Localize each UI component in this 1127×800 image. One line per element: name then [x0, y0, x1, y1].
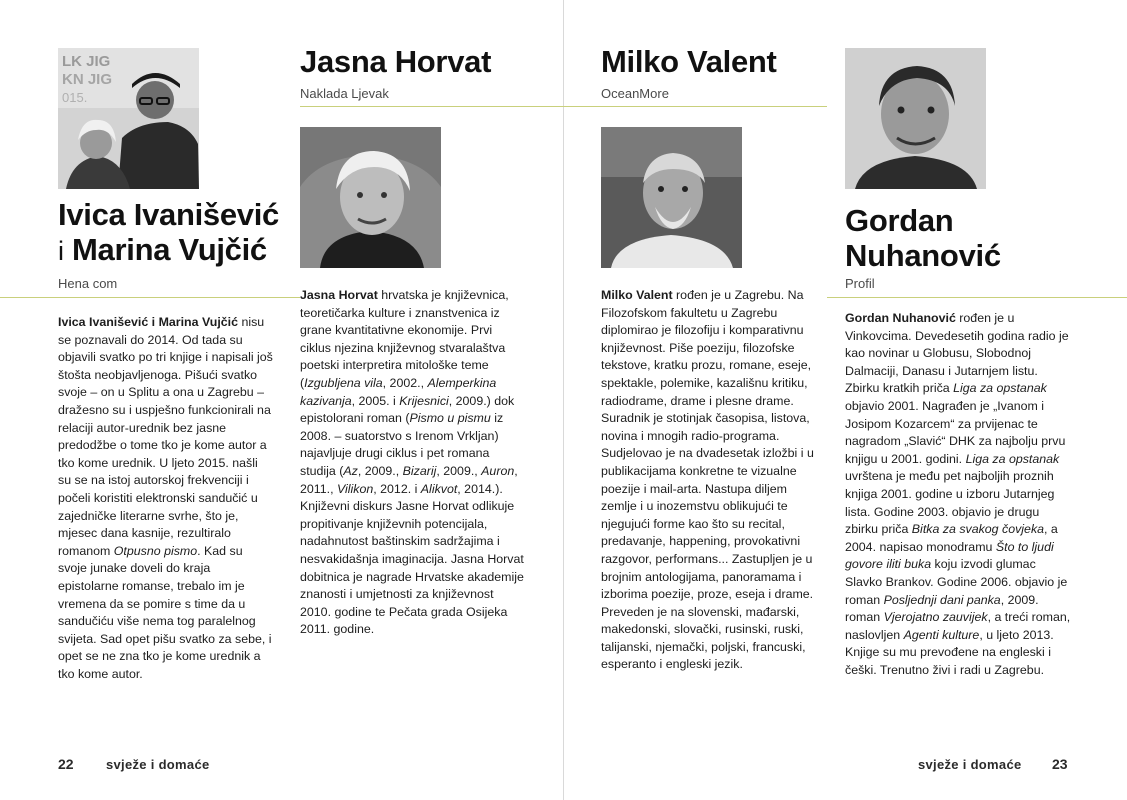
bio-text: Posljednji dani panka	[883, 592, 1001, 607]
bio-text: , 2011.,	[300, 463, 518, 496]
author-name-conjunction: i	[58, 236, 64, 266]
author-name	[58, 197, 279, 269]
bio-text: , a 2004. napisao monodramu	[845, 522, 1058, 554]
publisher-label: Naklada Ljevak	[300, 86, 389, 101]
bio-text: Otpusno pismo	[113, 543, 198, 558]
svg-text:015.: 015.	[62, 90, 88, 105]
bio-text: iz 2008. – suatorstvo s Irenom Vrkljan) najavljuje drugi ciklus i pet romana studija (	[300, 411, 504, 478]
spread-gutter	[563, 0, 564, 800]
bio-text: Gordan Nuhanović	[845, 311, 956, 325]
publisher-label: OceanMore	[601, 86, 669, 101]
page-number: 22	[58, 756, 74, 772]
bio-text: Liga za opstanak	[965, 451, 1060, 466]
publisher-label: Profil	[845, 276, 875, 291]
bio-text: Bizarij	[402, 463, 437, 478]
svg-text:LK JIG: LK JIG	[62, 53, 111, 70]
bio-text: Krijesnici	[399, 393, 449, 408]
bio-text: Liga za opstanak	[953, 381, 1047, 396]
author-bio	[58, 314, 273, 683]
author-name-line: Ivica Ivanišević	[58, 197, 279, 232]
bio-text: , 2009. roman	[845, 592, 1039, 625]
author-photo-older-man	[601, 127, 742, 268]
bio-text: hrvatska je književnica, teoretičarka kulture i znanstvenica iz grane kvantitativne ekonomije. Prvi ciklus njezina književnog stvaralaštva poetski interpretira mitološke teme (	[300, 288, 509, 390]
author-name-line: Gordan	[845, 203, 954, 238]
author-name-line: Nuhanović	[845, 238, 1001, 273]
bio-text: objavio 2001. Nagrađen je „Ivanom i Josipom Kozarcem“ za prvijenac te nagradom „Slavić“ DHK za najbolju prvu knjigu u 2001. godini.	[845, 398, 1066, 466]
author-name	[601, 44, 777, 79]
bio-text: Bitka za svakog čovjeka	[911, 522, 1045, 537]
publisher-label: Hena com	[58, 276, 118, 291]
bio-text: , a treći roman, naslovljen	[845, 610, 1071, 642]
author-bio	[601, 287, 815, 674]
author-name-line: Jasna Horvat	[300, 44, 492, 79]
bio-text: uvrštena je među pet najboljih proznih knjiga 2001. godine u izboru Jutarnjeg lista. Godine 2003. objavio je drugu zbirku priča	[845, 469, 1055, 537]
bio-text: koju izvodi glumac Slavko Brankov. Godine 2006. objavio je roman	[845, 557, 1068, 607]
author-name-line: Milko Valent	[601, 44, 777, 79]
bio-text: rođen je u Zagrebu. Na Filozofskom fakultetu u Zagrebu diplomirao je filozofiju i komparativnu književnost. Piše poeziju, filozofske tekstove, kratku prozu, romane, eseje, spektakle, polemike, kazališnu kritiku, radiodrame, drame i plesne drame. Suradnik je stotinjak časopisa, listova, novina i mnogih radio-programa. Sudjelovao je na dvadesetak izložbi i u publikacijama konkretne te vizualne poezije i mail-arta. Nastupa diljem zemlje i u inozemstvu oblikujući te njegujući forme kao što su recital, predavanje, happening, provokativni razgovor, performans... Zastupljen je u brojnim antologijama, panoramama i izborima poezije, proze, eseja i drame. Preveden je na slovenski, mađarski, makedonski, slovački, rusinski, ruski, talijanski, njemački, poljski, francuski, esperanto i engleski jezik.	[601, 288, 814, 672]
bio-text: , u ljeto 2013. Knjige su mu prevođene na engleski i češki. Trenutno živi i radi u Zagrebu.	[845, 627, 1054, 677]
bio-text: Pismo u pismu	[409, 411, 491, 426]
bio-text: , 2009.,	[436, 463, 482, 478]
svg-text:KN JIG: KN JIG	[62, 71, 113, 88]
divider-rule	[0, 297, 300, 298]
author-photo-young-man	[845, 48, 986, 189]
bio-text: nisu se poznavali do 2014. Od tada su objavili svatko po tri knjige i napisali još štošta neobjavljenoga. Pišući svatko svoje – on u Splitu a ona u Zagrebu – dražesno su i uspješno funkcionirali na relaciji autor-urednik bez jasne predodžbe o tome tko je kome autor a tko kome urednik. U ljeto 2015. našli su se na istoj autorskoj frekvenciji i počeli koristiti elektronski sandučić u zajedničke literarne svrhe, što je, mjesec dana kasnije, rezultiralo romanom	[58, 315, 273, 558]
bio-text: , 2012. i	[373, 481, 421, 496]
bio-text: Ivica Ivanišević i Marina Vujčić	[58, 315, 238, 329]
author-name	[300, 44, 491, 79]
author-name	[845, 203, 1001, 273]
section-title: svježe i domaće	[106, 757, 210, 772]
bio-text: Auron	[481, 463, 515, 478]
bio-text: Izgubljena vila	[304, 375, 383, 390]
author-bio	[845, 310, 1071, 679]
bio-text: Az	[343, 463, 358, 478]
bio-text: rođen je u Vinkovcima. Devedesetih godina radio je kao novinar u Globusu, Slobodnoj Dalmaciji, Danasu i Jutarnjem listu. Zbirku kratkih priča	[845, 311, 1069, 396]
page-number: 23	[1052, 756, 1068, 772]
bio-text: , 2005. i	[351, 393, 400, 408]
section-title: svježe i domaće	[918, 757, 1022, 772]
author-photo-pair	[58, 48, 199, 189]
bio-text: Agenti kulture	[903, 627, 980, 642]
bio-text: Alemperkina kazivanja	[300, 375, 497, 408]
bio-text: , 2002.,	[382, 375, 428, 390]
bio-text: Što to ljudi govore iliti buka	[845, 539, 1054, 572]
bio-text: Vjerojatno zauvijek	[883, 610, 988, 625]
divider-rule	[300, 106, 827, 107]
bio-text: , 2009.) dok epistolorani roman (	[300, 393, 515, 426]
author-bio	[300, 287, 526, 639]
divider-rule	[827, 297, 1127, 298]
author-name-line: Marina Vujčić	[72, 232, 267, 267]
bio-text: , 2014.). Književni diskurs Jasne Horvat odlikuje propitivanje književnih potencijala, nadahnutost baštinskim sadržajima i nesvakidašnja imaginacija. Jasna Horvat dobitnica je nagrade Hrvatske akademije znanosti i umjetnosti za književnost 2010. godine te Pečata grada Osijeka 2011. godine.	[300, 481, 524, 637]
author-photo-woman	[300, 127, 441, 268]
bio-text: Jasna Horvat	[300, 288, 378, 302]
bio-text: Alikvot	[420, 481, 458, 496]
bio-text: , 2009.,	[357, 463, 403, 478]
bio-text: Vilikon	[336, 481, 374, 496]
bio-text: Milko Valent	[601, 288, 673, 302]
bio-text: . Kad su svoje junake doveli do kraja epistolarne romanse, trebalo im je vremena da se pomire s time da u sandučiću više nema tog paralelnog svijeta. Sad opet pišu svatko za sebe, i opet se ne zna tko je kome urednik a tko kome autor.	[58, 543, 272, 681]
